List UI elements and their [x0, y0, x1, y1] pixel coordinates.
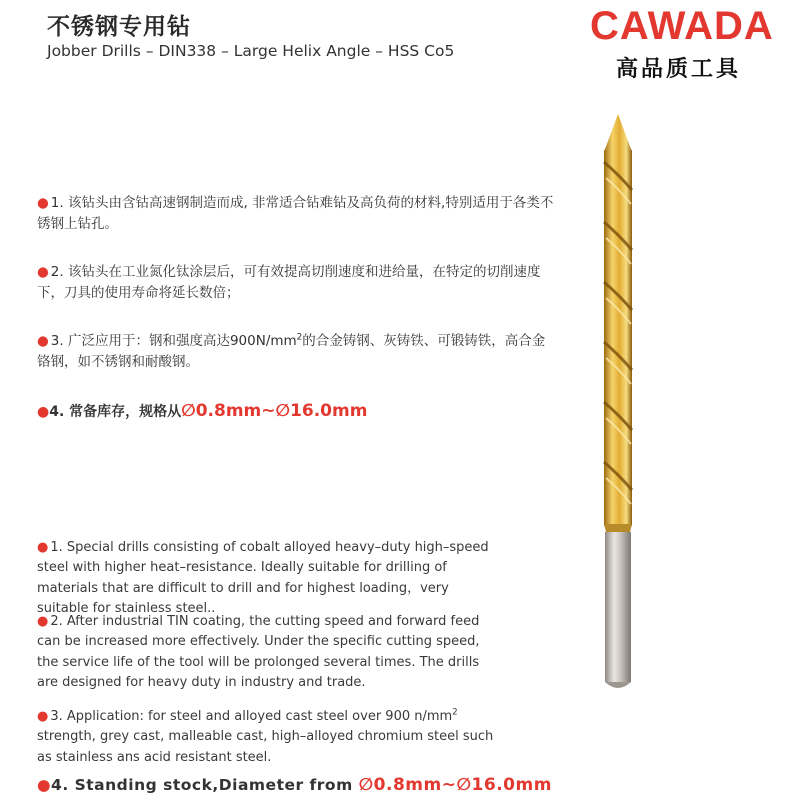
bullet-dot: ● — [37, 776, 52, 794]
bullet-dot: ● — [37, 614, 49, 629]
stock-en — [37, 775, 552, 795]
drill-tip — [604, 114, 632, 152]
feature-cn-1-text: 1. 该钻头由含钴高速钢制造而成, 非常适合钻难钻及高负荷的材料,特别适用于各类不锈钢上钻孔。 — [37, 195, 554, 232]
bullet-dot: ● — [37, 333, 49, 349]
bullet-dot: ● — [37, 709, 49, 724]
bullet-dot: ● — [37, 195, 49, 211]
feature-en-3-sup: 2 — [452, 706, 458, 717]
feature-en-2-text: 2. After industrial TIN coating, the cutting speed and forward feed can be increased more effectively. Under the specific cutting speed, the service life of the tool will be prolonged several times. The drills are designed for heavy duty in industry and trade. — [37, 614, 480, 690]
stock-cn-label: 4. 常备库存，规格从 — [49, 404, 182, 420]
feature-en-3-text-a: 3. Application: for steel and alloyed cast steel over 900 n/mm — [50, 709, 453, 724]
twist-drill-bit-icon — [588, 112, 648, 692]
drill-fluted-body — [604, 150, 632, 526]
feature-en-3 — [37, 707, 497, 768]
feature-cn-3 — [37, 331, 557, 372]
stock-en-label: 4. Standing stock,Diameter from — [51, 776, 359, 794]
feature-en-3-text-b: strength, grey cast, malleable cast, high–alloyed chromium steel such as stainless ans acid resistant steel. — [37, 729, 494, 765]
feature-en-1-text: 1. Special drills consisting of cobalt alloyed heavy–duty high–speed steel with higher heat–resistance. Ideally suitable for drilling of materials that are difficult to drill and for highest loading，very suitable for stainless steel.. — [37, 540, 489, 616]
product-title-cn: 不锈钢专用钻 — [47, 14, 191, 40]
drill-shank — [605, 532, 631, 682]
feature-cn-3-sup: 2 — [296, 332, 303, 343]
stock-cn-range: ∅0.8mm~∅16.0mm — [181, 401, 368, 421]
feature-cn-3-text-b: 的合金铸钢、灰铸铁、可锻铸铁，高合金铬钢，如不锈钢和耐酸钢。 — [37, 333, 546, 370]
feature-cn-3-text-a: 3. 广泛应用于：钢和强度高达900N/mm — [50, 333, 297, 349]
feature-en-2 — [37, 612, 497, 693]
stock-en-range: ∅0.8mm~∅16.0mm — [358, 775, 552, 795]
bullet-dot: ● — [37, 264, 49, 280]
feature-en-1 — [37, 538, 497, 619]
stock-cn — [37, 401, 367, 421]
bullet-dot: ● — [37, 540, 49, 555]
feature-cn-2-text: 2. 该钻头在工业氮化钛涂层后，可有效提高切削速度和进给量，在特定的切削速度下，刀具的使用寿命将延长数倍； — [37, 264, 541, 301]
brand-logo: CAWADA — [590, 4, 774, 48]
feature-cn-1 — [37, 193, 557, 234]
feature-cn-2 — [37, 262, 557, 303]
drill-shank-end — [605, 682, 631, 688]
brand-tagline: 高品质工具 — [616, 57, 742, 82]
drill-neck — [604, 524, 632, 532]
bullet-dot: ● — [37, 404, 50, 420]
product-subtitle-en: Jobber Drills – DIN338 – Large Helix Angle – HSS Co5 — [47, 42, 455, 60]
